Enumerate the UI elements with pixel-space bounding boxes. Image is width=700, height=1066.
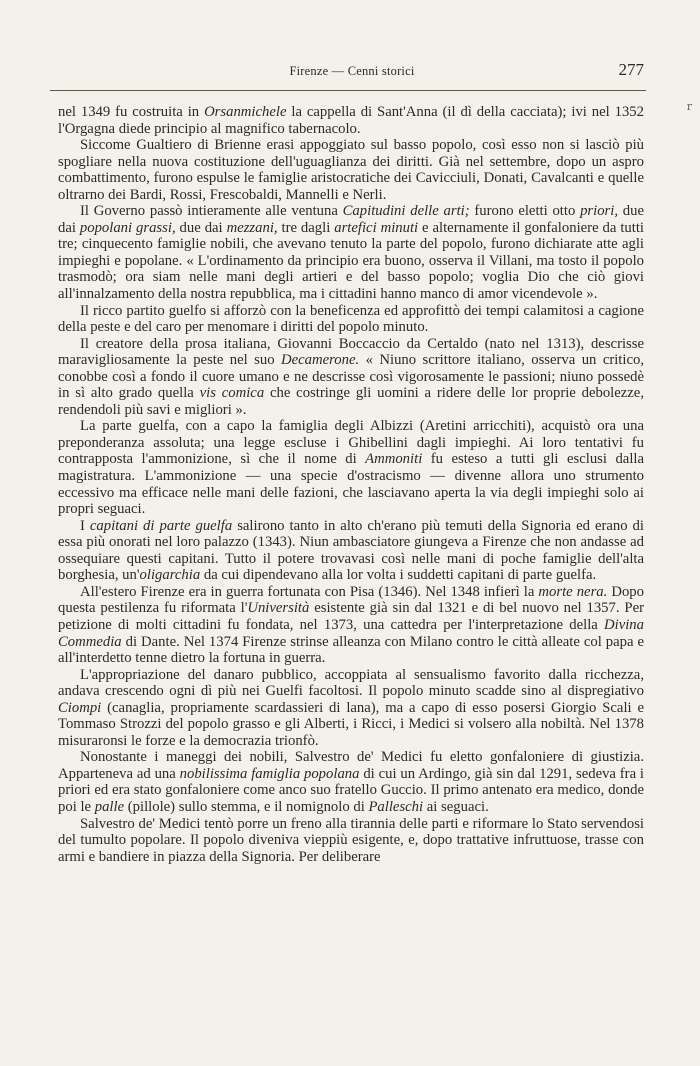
running-title: Firenze — Cenni storici	[289, 64, 415, 78]
paragraph: I capitani di parte guelfa salirono tanto in alto ch'erano più temuti della Signoria ed erano di essa più onorati nel loro palazzo (1343). Niun ambasciatore giungeva a Firenze che non andasse ad ossequiare questi capitani. Tutto il potere trovavasi così nelle mani di poche famiglie dell'alta borghesia, un'oligarchia da cui dipendevano alla lor volta i suddetti capitani di parte guelfa.	[58, 517, 644, 584]
paragraph: La parte guelfa, con a capo la famiglia degli Albizzi (Aretini arricchiti), acquistò ora una preponderanza assoluta; una legge escluse i Ghibellini dagli impieghi. Ai loro tentativi fu contrapposta l'ammonizione, sì che il nome di Ammoniti fu esteso a tutti gli esclusi dalla magistratura. L'ammonizione — una specie d'ostracismo — divenne allora uno strumento eccessivo ma efficace nelle mani delle fazioni, che lasciavano aperta la via degli impieghi solo ai propri seguaci.	[58, 418, 644, 518]
paragraph: Siccome Gualtiero di Brienne erasi appoggiato sul basso popolo, così esso non si lasciò più spogliare nella nuova costituzione dell'uguaglianza dei diritti. Già nel settembre, dopo un aspro combattimento, furono espulse le famiglie aristocratiche dei Cavicciuli, Donati, Cavalcanti e quelle oltrarno dei Bardi, Rossi, Frescobaldi, Mannelli e Nerli.	[58, 137, 644, 203]
body-text	[58, 104, 644, 865]
paragraph: Nonostante i maneggi dei nobili, Salvestro de' Medici fu eletto gonfaloniere di giustizia. Apparteneva ad una nobilissima famiglia popolana di cui un Ardingo, già sin dal 1291, sedeva fra i priori ed era stato gonfaloniere come anco suo fratello Guccio. Il primo antenato era medico, donde poi le palle (pillole) sullo stemma, e il nomignolo di Palleschi ai seguaci.	[58, 749, 645, 815]
paragraph: L'appropriazione del danaro pubblico, accoppiata al sensualismo favorito dalla ricchezza, andava crescendo ogni dì più nei Guelfi facoltosi. Il popolo minuto scadde sino al dispregiativo Ciompi (canaglia, propriamente scardassieri di lana), ma a capo di esso posersi Giorgio Scali e Tommaso Strozzi del popolo grasso e gli Alberti, i Ricci, i Medici si volsero alla nobiltà. Nel 1378 misuraronsi le forze e la democrazia trionfò.	[58, 666, 644, 749]
margin-mark: r	[686, 100, 692, 113]
page-number: 277	[618, 60, 644, 79]
paragraph: Il creatore della prosa italiana, Giovanni Boccaccio da Certaldo (nato nel 1313), descrisse maravigliosamente la peste nel suo Decamerone. « Niuno scrittore italiano, osserva un critico, conobbe così a fondo il cuore umano e ne descrisse così vigorosamente le passioni; niuno possedè in sì alto grado quella vis comica che costringe gli uomini a ridere delle lor proprie debolezze, rendendoli più savi e migliori ».	[58, 335, 645, 418]
paragraph: Salvestro de' Medici tentò porre un freno alla tirannia delle parti e riformare lo Stato servendosi del tumulto popolare. Il popolo diveniva vieppiù esigente, e, dopo trattative infruttuose, trasse con armi e bandiere in piazza della Signoria. Per deliberare	[58, 815, 644, 865]
page-header	[60, 60, 644, 82]
paragraph: Il ricco partito guelfo si afforzò con la beneficenza ed approfittò dei tempi calamitosi a cagione della peste e del caro per menomare i diritti del popolo minuto.	[58, 302, 644, 336]
header-rule	[50, 90, 646, 91]
paragraph: Il Governo passò intieramente alle ventuna Capitudini delle arti; furono eletti otto priori, due dai popolani grassi, due dai mezzani, tre dagli artefici minuti e alternamente il gonfaloniere da tutti tre; cinquecento famiglie nobili, che avevano tenuto la parte del popolo, furono dichiarate atte agli impieghi e popolane. « L'ordinamento da principio era buono, osserva il Villani, ma tosto il popolo trasmodò; ora siam nelle mani degli artieri e del basso popolo; voglia Dio che ciò giovi all'innalzamento della nostra repubblica, ma i cittadini hanno manco di amor vicendevole ».	[58, 203, 644, 303]
paragraph: All'estero Firenze era in guerra fortunata con Pisa (1346). Nel 1348 infierì la morte nera. Dopo questa pestilenza fu riformata l'Università esistente già sin dal 1321 e di bel nuovo nel 1357. Per petizione di molti cittadini fu fondata, nel 1373, una cattedra per l'interpretazione della Divina Commedia di Dante. Nel 1374 Firenze strinse alleanza con Milano contro le città alleate col papa e all'interdetto tenne dietro la fortuna in guerra.	[58, 583, 644, 667]
paragraph: nel 1349 fu costruita in Orsanmichele la cappella di Sant'Anna (il dì della cacciata); ivi nel 1352 l'Orgagna diede principio al magnifico tabernacolo.	[58, 104, 644, 137]
